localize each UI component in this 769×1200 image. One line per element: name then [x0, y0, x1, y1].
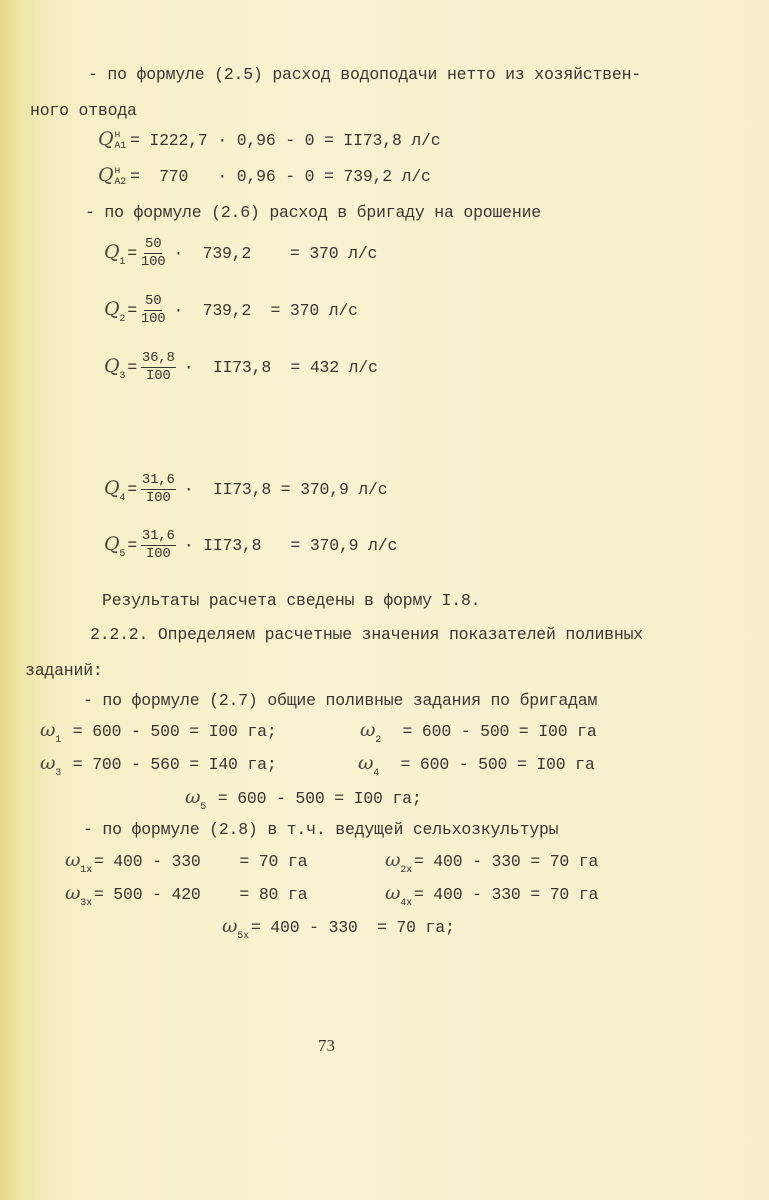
formula-q3: $Q_3$ = $\frac{36,8}{I00}$ · II73,8 = 432 л/с [104, 350, 378, 384]
formula-symbol: ω [360, 719, 376, 741]
denominator: I00 [146, 546, 171, 562]
numerator: 31,6 [141, 528, 175, 544]
formula-symbol: ω [185, 786, 201, 808]
text-line: заданий: [25, 661, 103, 680]
formula-w4x [385, 882, 598, 909]
formula-expr: = 600 - 500 = I00 га [381, 755, 595, 774]
formula-expr: = 700 - 560 = I40 га; [63, 755, 277, 774]
numerator: 31,6 [141, 472, 175, 488]
formula-sub: 2 [119, 313, 126, 325]
formula-netto-a1 [98, 128, 440, 152]
text-line: - по формуле (2.5) расход водоподачи нетто из хозяйствен- [88, 65, 641, 84]
formula-sub: 3х [80, 898, 92, 909]
fraction [141, 350, 176, 385]
formula-sub: 1 [55, 735, 62, 746]
formula-w4 [358, 752, 595, 779]
formula-sub: 4х [400, 898, 412, 909]
fraction [141, 472, 176, 507]
formula-symbol: Q [104, 476, 120, 499]
formula-sup: н [114, 165, 121, 177]
formula-expr: · 739,2 = 370 л/с [173, 243, 378, 263]
formula-expr: = 600 - 500 = I00 га; [208, 789, 422, 808]
formula-symbol: Q [104, 354, 120, 377]
formula-q5: $Q_5$ = $\frac{31,6}{I00}$ · II73,8 = 370,9 л/с [104, 528, 398, 562]
formula-sub: 1 [119, 256, 126, 268]
denominator: 100 [140, 311, 166, 327]
formula-symbol: Q [98, 128, 114, 150]
formula-expr: · II73,8 = 370,9 л/с [183, 479, 388, 499]
formula-q2: $Q_2$ = $\frac{50}{100}$ · 739,2 = 370 л/с [104, 293, 358, 327]
formula-w1 [40, 719, 277, 746]
fraction [141, 293, 166, 328]
formula-sub: 3 [55, 768, 62, 779]
formula-symbol: Q [104, 297, 120, 320]
formula-sub: 5 [119, 548, 126, 560]
formula-expr: = 400 - 330 = 70 га [413, 852, 599, 871]
formula-q1: $Q_1$ = $\frac{50}{100}$ · 739,2 = 370 л/с [104, 236, 378, 270]
numerator: 50 [145, 293, 162, 309]
formula-sup: н [114, 129, 121, 141]
formula-symbol: ω [385, 849, 401, 871]
formula-symbol: Q [104, 532, 120, 555]
page-number: 73 [318, 1036, 335, 1055]
formula-sub: 4 [119, 492, 126, 504]
formula-expr: = 500 - 420 = 80 га [93, 885, 308, 904]
formula-q4: $Q_4$ = $\frac{31,6}{I00}$ · II73,8 = 370,9 л/с [104, 472, 388, 506]
fraction [141, 236, 166, 271]
formula-symbol: ω [40, 719, 56, 741]
formula-sub: 5х [237, 931, 249, 942]
formula-w1x [65, 849, 307, 876]
formula-symbol: Q [98, 164, 114, 186]
formula-symbol: ω [222, 915, 238, 937]
formula-expr: = I222,7 · 0,96 - 0 = II73,8 л/с [130, 131, 441, 150]
denominator: I00 [146, 490, 171, 506]
formula-sub: 5 [200, 802, 207, 813]
formula-sub: 2 [375, 735, 382, 746]
formula-symbol: ω [358, 752, 374, 774]
formula-symbol: ω [65, 882, 81, 904]
section-heading: 2.2.2. Определяем расчетные значения показателей поливных [90, 625, 643, 644]
formula-expr: = 400 - 330 = 70 га [413, 885, 599, 904]
formula-symbol: ω [385, 882, 401, 904]
formula-expr: = 770 · 0,96 - 0 = 739,2 л/с [130, 167, 431, 186]
fraction [141, 528, 176, 563]
formula-expr: · 739,2 = 370 л/с [173, 300, 358, 320]
text-line: - по формуле (2.8) в т.ч. ведущей сельхозкультуры [83, 820, 559, 839]
numerator: 36,8 [141, 350, 175, 366]
formula-w3 [40, 752, 277, 779]
numerator: 50 [145, 236, 162, 252]
formula-symbol: ω [40, 752, 56, 774]
formula-netto-a2 [98, 164, 431, 188]
formula-expr: = 400 - 330 = 70 га [93, 852, 308, 871]
formula-w3x [65, 882, 307, 909]
formula-sub: 4 [373, 768, 380, 779]
formula-symbol: ω [65, 849, 81, 871]
denominator: I00 [146, 368, 171, 384]
text-line: - по формуле (2.7) общие поливные задания по бригадам [83, 691, 598, 710]
formula-sub: 2х [400, 865, 412, 876]
formula-expr: = 600 - 500 = I00 га [383, 722, 597, 741]
formula-indices [114, 130, 126, 152]
formula-sub: А1 [114, 140, 126, 152]
formula-sub: А2 [114, 176, 126, 188]
formula-expr: · II73,8 = 432 л/с [183, 357, 378, 377]
denominator: 100 [140, 254, 166, 270]
formula-w2x [385, 849, 598, 876]
text-line: - по формуле (2.6) расход в бригаду на орошение [85, 203, 541, 222]
formula-expr: · II73,8 = 370,9 л/с [183, 535, 398, 555]
formula-w5 [185, 786, 422, 813]
formula-expr: = 400 - 330 = 70 га; [250, 918, 455, 937]
text-line: ного отвода [30, 101, 137, 120]
formula-w2 [360, 719, 597, 746]
formula-sub: 1х [80, 865, 92, 876]
formula-symbol: Q [104, 240, 120, 263]
formula-w5x [222, 915, 455, 942]
formula-indices [114, 166, 126, 188]
text-line: Результаты расчета сведены в форму I.8. [102, 591, 481, 610]
formula-expr: = 600 - 500 = I00 га; [63, 722, 277, 741]
formula-sub: 3 [119, 370, 126, 382]
